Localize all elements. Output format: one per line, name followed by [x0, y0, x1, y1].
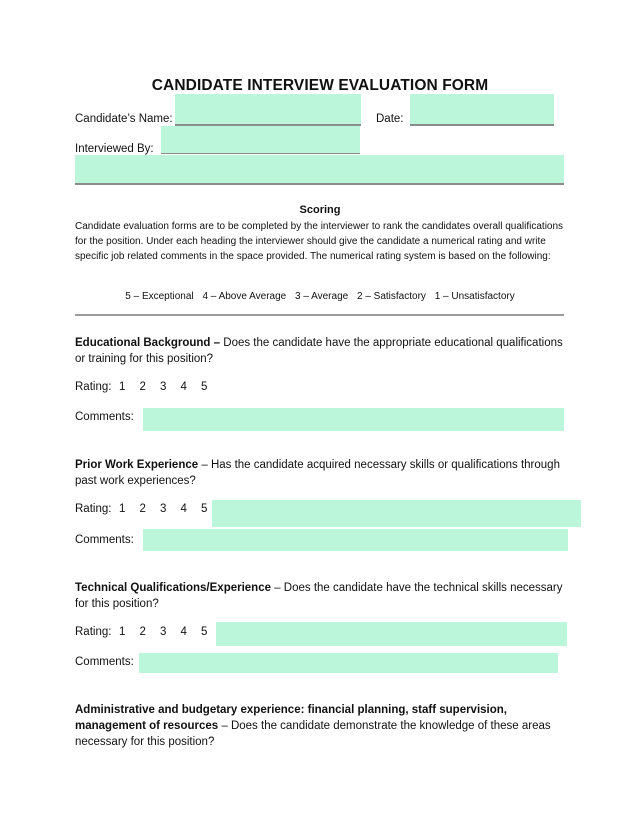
rating-option-4[interactable]: 4 — [180, 503, 187, 515]
interviewed-by-field[interactable] — [161, 126, 360, 153]
rating-label: Rating: — [75, 503, 112, 515]
rating-option-5[interactable]: 5 — [201, 381, 208, 393]
section-question: Does the candidate have the appropriate educational qualifications or training for this position? — [75, 337, 563, 365]
candidate-name-label: Candidate’s Name: — [75, 113, 173, 125]
scoring-divider — [75, 314, 564, 316]
rating-field-work-experience[interactable] — [212, 500, 581, 527]
section-educational-background — [75, 335, 575, 367]
rating-option-5[interactable]: 5 — [201, 626, 208, 638]
rating-scale — [0, 291, 640, 302]
scale-item-3: 3 – Average — [295, 291, 349, 302]
scale-item-1: 1 – Unsatisfactory — [434, 291, 515, 302]
comments-label-education: Comments: — [75, 411, 134, 423]
section-administrative-budgetary — [75, 702, 570, 750]
date-underline — [410, 124, 554, 126]
rating-option-3[interactable]: 3 — [160, 626, 167, 638]
rating-option-2[interactable]: 2 — [139, 503, 146, 515]
section-heading: Prior Work Experience — [75, 459, 199, 471]
section-heading: Technical Qualifications/Experience — [75, 582, 271, 594]
rating-label: Rating: — [75, 381, 112, 393]
comments-field-work-experience[interactable] — [143, 529, 568, 551]
rating-field-technical[interactable] — [216, 622, 567, 646]
section-heading: Educational Background – — [75, 337, 221, 349]
section-question: – Has the candidate acquired necessary skills or qualifications through past work experiences? — [75, 459, 560, 487]
candidate-name-field[interactable] — [175, 94, 361, 124]
interviewed-by-underline — [161, 153, 360, 154]
interviewed-by-label: Interviewed By: — [75, 143, 154, 155]
section-prior-work-experience — [75, 457, 575, 489]
scoring-description: Candidate evaluation forms are to be completed by the interviewer to rank the candidates overall qualifications for the position. Under each heading the interviewer should give the candidate a numerical rating and write specific job related comments in the space provided. The numerical rating system is based on the following: — [75, 221, 564, 262]
scoring-heading: Scoring — [299, 204, 341, 216]
scale-item-5: 5 – Exceptional — [125, 291, 194, 302]
form-title: CANDIDATE INTERVIEW EVALUATION FORM — [151, 77, 489, 94]
section-question: – Does the candidate demonstrate the knowledge of these areas necessary for this position? — [75, 720, 551, 748]
rating-option-1[interactable]: 1 — [119, 626, 126, 638]
rating-option-4[interactable]: 4 — [180, 381, 187, 393]
rating-option-1[interactable]: 1 — [119, 503, 126, 515]
section-technical-qualifications — [75, 580, 575, 612]
scale-item-2: 2 – Satisfactory — [356, 291, 426, 302]
rating-option-2[interactable]: 2 — [139, 381, 146, 393]
comments-field-technical[interactable] — [139, 653, 558, 673]
scale-item-4: 4 – Above Average — [202, 291, 287, 302]
section-question: – Does the candidate have the technical skills necessary for this position? — [75, 582, 563, 610]
rating-option-4[interactable]: 4 — [180, 626, 187, 638]
rating-option-2[interactable]: 2 — [139, 626, 146, 638]
rating-option-5[interactable]: 5 — [201, 503, 208, 515]
header-divider — [75, 183, 564, 185]
rating-label: Rating: — [75, 626, 112, 638]
date-field[interactable] — [410, 94, 554, 124]
rating-row-work-experience — [75, 503, 222, 515]
rating-option-3[interactable]: 3 — [160, 503, 167, 515]
rating-option-3[interactable]: 3 — [160, 381, 167, 393]
section-heading: Administrative and budgetary experience: financial planning, staff supervision, management of resources — [75, 704, 507, 732]
additional-info-field[interactable] — [75, 155, 564, 183]
rating-option-1[interactable]: 1 — [119, 381, 126, 393]
comments-label-technical: Comments: — [75, 656, 134, 668]
comments-label-work-experience: Comments: — [75, 534, 134, 546]
rating-row-education — [75, 381, 222, 393]
date-label: Date: — [376, 113, 404, 125]
comments-field-education[interactable] — [143, 408, 564, 431]
rating-row-technical — [75, 626, 222, 638]
